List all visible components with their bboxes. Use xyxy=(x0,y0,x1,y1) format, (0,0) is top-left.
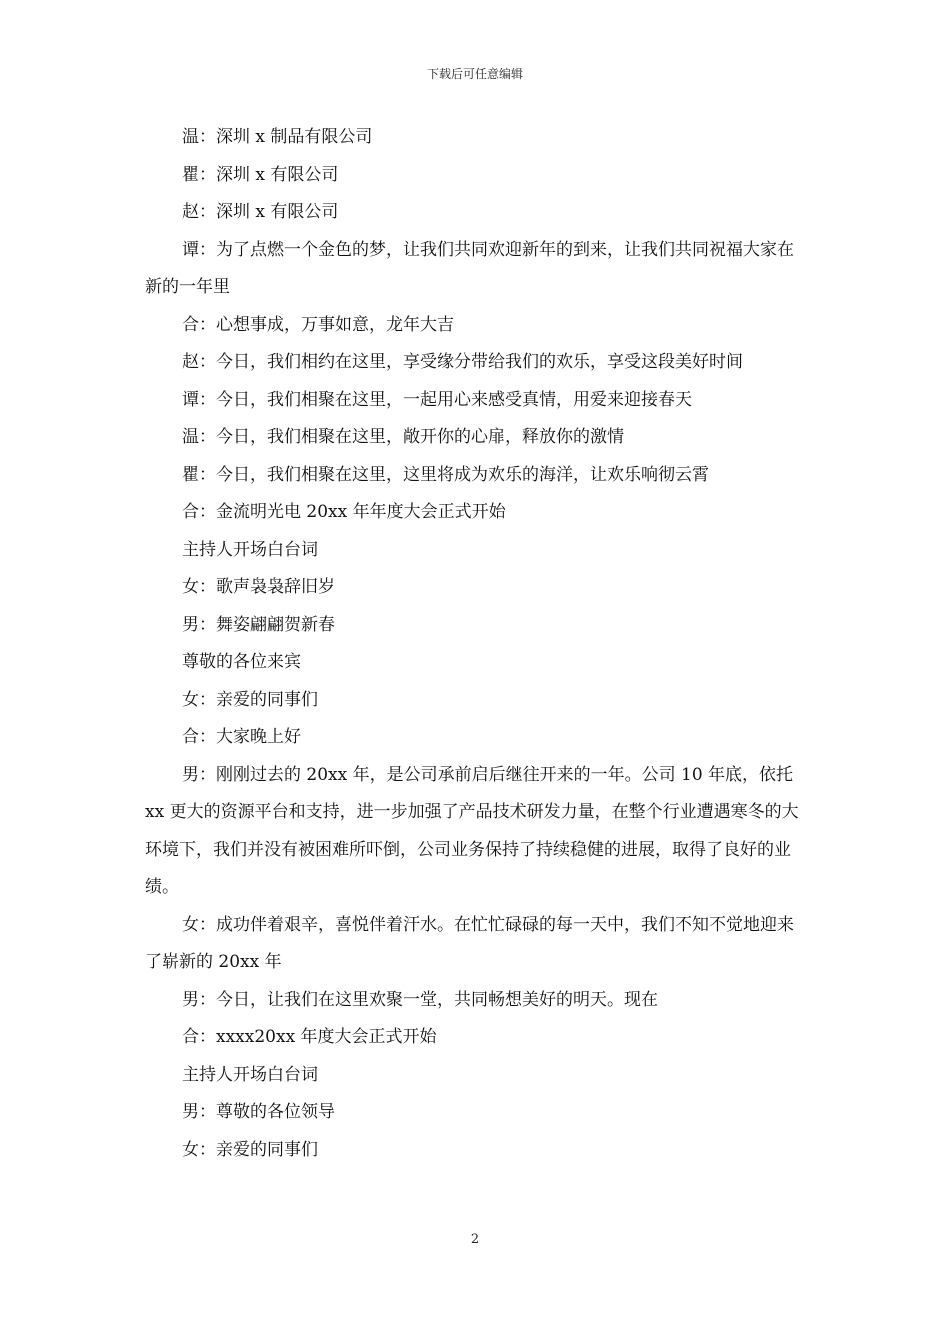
paragraph: 温：深圳 x 制品有限公司 xyxy=(182,127,373,147)
page-header: 下载后可任意编辑 xyxy=(426,67,523,81)
document-body xyxy=(145,119,807,1169)
paragraph: 女：亲爱的同事们 xyxy=(182,1139,318,1160)
section-heading: 主持人开场白台词 xyxy=(182,1064,318,1085)
paragraph: 尊敬的各位来宾 xyxy=(182,652,301,672)
paragraph: 女：成功伴着艰辛，喜悦伴着汗水。在忙忙碌碌的每一天中，我们不知不觉地迎来了崭新的 20xx 年 xyxy=(145,914,794,972)
paragraph: 合：大家晚上好 xyxy=(182,727,301,747)
section-heading: 主持人开场白台词 xyxy=(182,539,318,560)
paragraph: 温：今日，我们相聚在这里，敞开你的心扉，释放你的激情 xyxy=(182,427,624,447)
paragraph: 瞿：今日，我们相聚在这里，这里将成为欢乐的海洋，让欢乐响彻云霄 xyxy=(182,464,709,485)
paragraph: 谭：为了点燃一个金色的梦，让我们共同欢迎新年的到来，让我们共同祝福大家在新的一年里 xyxy=(145,239,794,297)
paragraph: 男：舞姿翩翩贺新春 xyxy=(182,614,335,635)
paragraph: 女：歌声袅袅辞旧岁 xyxy=(182,577,335,597)
paragraph: 女：亲爱的同事们 xyxy=(182,689,318,710)
paragraph: 男：尊敬的各位领导 xyxy=(182,1102,335,1122)
page-number: 2 xyxy=(470,1232,480,1247)
paragraph: 合：xxxx20xx 年度大会正式开始 xyxy=(182,1027,437,1047)
paragraph: 瞿：深圳 x 有限公司 xyxy=(182,164,339,185)
paragraph: 合：心想事成，万事如意，龙年大吉 xyxy=(182,314,454,335)
paragraph: 赵：今日，我们相约在这里，享受缘分带给我们的欢乐，享受这段美好时间 xyxy=(182,352,743,372)
paragraph: 赵：深圳 x 有限公司 xyxy=(182,202,339,222)
paragraph: 男：刚刚过去的 20xx 年，是公司承前启后继往开来的一年。公司 10 年底，依托 xx 更大的资源平台和支持，进一步加强了产品技术研发力量，在整个行业遭遇寒冬的大环境下，我们并没有被困难所吓倒，公司业务保持了持续稳健的进展，取得了良好的业绩。 xyxy=(145,764,799,897)
paragraph: 合：金流明光电 20xx 年年度大会正式开始 xyxy=(182,502,506,522)
paragraph: 男：今日，让我们在这里欢聚一堂，共同畅想美好的明天。现在 xyxy=(182,989,658,1010)
paragraph: 谭：今日，我们相聚在这里，一起用心来感受真情，用爱来迎接春天 xyxy=(182,389,692,410)
